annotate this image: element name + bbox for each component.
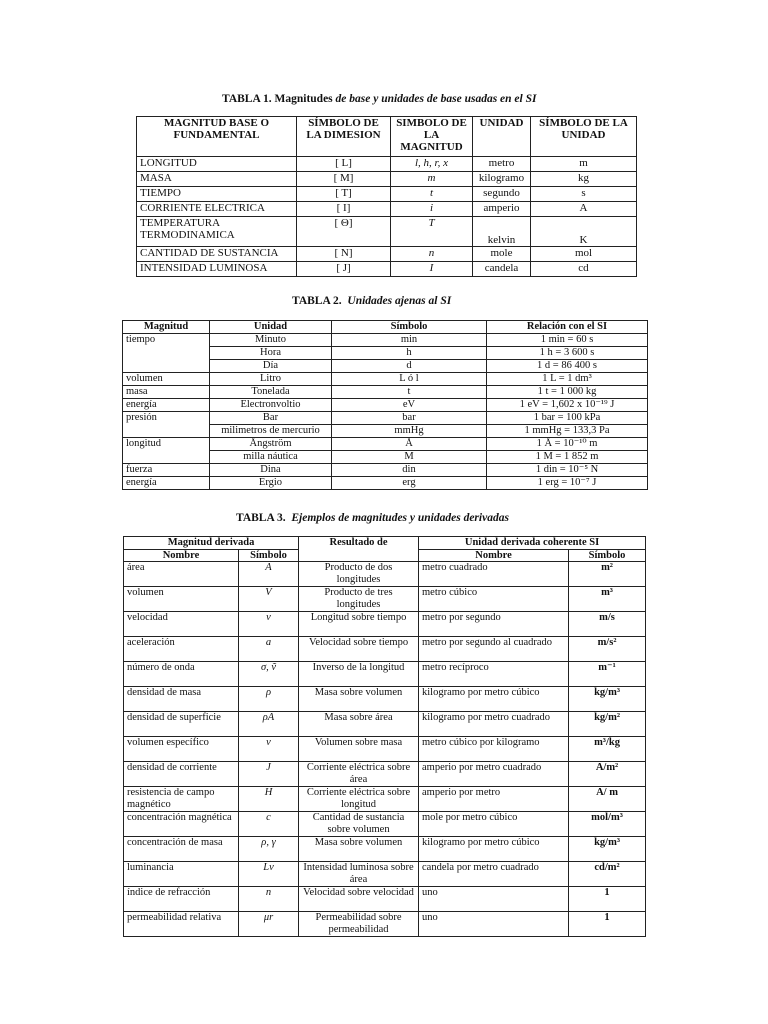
table3-row [124,762,646,787]
unit-cell: candela [473,262,531,277]
magnitude-cell: longitud [123,438,210,451]
unit-symbol-cell: A/m² [569,762,646,787]
table1 [136,116,637,277]
unit-name-cell: metro cúbico [419,587,569,612]
unit-symbol-cell: s [531,187,637,202]
table1-header: MAGNITUD BASE O FUNDAMENTAL [137,117,297,157]
dimension-symbol-cell: [ N] [297,247,391,262]
name-cell: densidad de superficie [124,712,239,737]
magnitude-cell: masa [123,386,210,399]
symbol-cell: H [239,787,299,812]
symbol-cell: min [332,334,487,347]
unit-symbol-cell: kg/m³ [569,837,646,862]
unit-cell: Tonelada [210,386,332,399]
table2-row [123,464,648,477]
table3-row [124,912,646,937]
unit-name-cell: candela por metro cuadrado [419,862,569,887]
relation-cell: 1 d = 86 400 s [487,360,648,373]
symbol-cell: t [332,386,487,399]
magnitude-cell: energía [123,477,210,490]
magnitude-cell: presión [123,412,210,425]
symbol-cell: ρ [239,687,299,712]
table3-group-header-row [124,537,646,550]
symbol-cell: a [239,637,299,662]
unit-cell: kilogramo [473,172,531,187]
unit-symbol-cell: kg/m² [569,712,646,737]
table2-header: Magnitud [123,321,210,334]
symbol-cell: ρ, γ [239,837,299,862]
relation-cell: 1 eV = 1,602 x 10⁻¹⁹ J [487,399,648,412]
unit-symbol-cell: kg [531,172,637,187]
result-cell: Permeabilidad sobre permeabilidad [299,912,419,937]
name-cell: volumen [124,587,239,612]
unit-cell: mole [473,247,531,262]
unit-name-cell: metro por segundo al cuadrado [419,637,569,662]
table3-caption-bold: TABLA 3. [236,512,286,524]
table3-sub-header: Nombre [419,549,569,562]
magnitude-cell: CORRIENTE ELECTRICA [137,202,297,217]
unit-symbol-cell: A/ m [569,787,646,812]
unit-cell: amperio [473,202,531,217]
dimension-symbol-cell: [ L] [297,157,391,172]
table3-row [124,687,646,712]
relation-cell: 1 erg = 10⁻⁷ J [487,477,648,490]
name-cell: concentración de masa [124,837,239,862]
table1-row [137,172,637,187]
magnitude-cell: volumen [123,373,210,386]
symbol-cell: V [239,587,299,612]
unit-name-cell: kilogramo por metro cúbico [419,837,569,862]
unit-cell: Dina [210,464,332,477]
unit-cell: Minuto [210,334,332,347]
unit-symbol-cell: m² [569,562,646,587]
relation-cell: 1 L = 1 dm³ [487,373,648,386]
magnitude-symbol-cell: i [391,202,473,217]
table1-row [137,217,637,247]
unit-cell: milimetros de mercurio [210,425,332,438]
result-cell: Intensidad luminosa sobre área [299,862,419,887]
unit-symbol-cell: K [531,217,637,247]
table1-header: SÍMBOLO DE LA DIMESION [297,117,391,157]
name-cell: volumen específico [124,737,239,762]
symbol-cell: d [332,360,487,373]
table3-row [124,612,646,637]
relation-cell: 1 t = 1 000 kg [487,386,648,399]
symbol-cell: M [332,451,487,464]
table3-group-header: Resultado de [299,537,419,562]
table3-sub-header: Símbolo [239,549,299,562]
symbol-cell: A [239,562,299,587]
dimension-symbol-cell: [ Θ] [297,217,391,247]
table1-row [137,262,637,277]
result-cell: Velocidad sobre velocidad [299,887,419,912]
table1-row [137,157,637,172]
unit-name-cell: metro cuadrado [419,562,569,587]
name-cell: concentración magnética [124,812,239,837]
unit-symbol-cell: A [531,202,637,217]
table1-header: SÍMBOLO DE LA UNIDAD [531,117,637,157]
unit-symbol-cell: m³/kg [569,737,646,762]
unit-symbol-cell: m³ [569,587,646,612]
unit-name-cell: metro recíproco [419,662,569,687]
magnitude-cell [123,347,210,360]
unit-cell: segundo [473,187,531,202]
table1-row [137,202,637,217]
table3-row [124,862,646,887]
table1-row [137,247,637,262]
symbol-cell: σ, ṽ [239,662,299,687]
result-cell: Corriente eléctrica sobre área [299,762,419,787]
symbol-cell: bar [332,412,487,425]
unit-name-cell: kilogramo por metro cuadrado [419,712,569,737]
table3-row [124,712,646,737]
unit-symbol-cell: cd/m² [569,862,646,887]
table1-header: UNIDAD [473,117,531,157]
name-cell: número de onda [124,662,239,687]
name-cell: índice de refracción [124,887,239,912]
table2-row [123,334,648,347]
relation-cell: 1 mmHg = 133,3 Pa [487,425,648,438]
unit-name-cell: amperio por metro cuadrado [419,762,569,787]
symbol-cell: μr [239,912,299,937]
table2-row [123,438,648,451]
result-cell: Producto de tres longitudes [299,587,419,612]
unit-name-cell: amperio por metro [419,787,569,812]
unit-symbol-cell: 1 [569,912,646,937]
name-cell: aceleración [124,637,239,662]
table1-header: SIMBOLO DE LA MAGNITUD [391,117,473,157]
name-cell: permeabilidad relativa [124,912,239,937]
relation-cell: 1 Å = 10⁻¹⁰ m [487,438,648,451]
result-cell: Longitud sobre tiempo [299,612,419,637]
magnitude-symbol-cell: l, h, r, x [391,157,473,172]
unit-cell: Bar [210,412,332,425]
table3-row [124,562,646,587]
table1-header-row [137,117,637,157]
symbol-cell: erg [332,477,487,490]
result-cell: Masa sobre volumen [299,837,419,862]
table2-row [123,373,648,386]
unit-cell: Ångström [210,438,332,451]
result-cell: Producto de dos longitudes [299,562,419,587]
unit-symbol-cell: m [531,157,637,172]
result-cell: Inverso de la longitud [299,662,419,687]
table3-row [124,887,646,912]
table2-caption-bold: TABLA 2. [292,295,342,307]
unit-name-cell: uno [419,887,569,912]
symbol-cell: v [239,612,299,637]
symbol-cell: eV [332,399,487,412]
unit-symbol-cell: mol [531,247,637,262]
magnitude-cell [123,360,210,373]
table2-caption [292,295,451,307]
unit-symbol-cell: cd [531,262,637,277]
relation-cell: 1 bar = 100 kPa [487,412,648,425]
table2-row [123,399,648,412]
magnitude-cell: tiempo [123,334,210,347]
table2-row [123,451,648,464]
unit-name-cell: kilogramo por metro cúbico [419,687,569,712]
result-cell: Velocidad sobre tiempo [299,637,419,662]
table2-caption-italic: Unidades ajenas al SI [347,295,452,307]
magnitude-symbol-cell: m [391,172,473,187]
symbol-cell: Lv [239,862,299,887]
magnitude-symbol-cell: t [391,187,473,202]
symbol-cell: Å [332,438,487,451]
symbol-cell: din [332,464,487,477]
unit-symbol-cell: mol/m³ [569,812,646,837]
symbol-cell: ρA [239,712,299,737]
name-cell: luminancia [124,862,239,887]
table2-row [123,360,648,373]
unit-symbol-cell: 1 [569,887,646,912]
table3-caption-italic: Ejemplos de magnitudes y unidades derivadas [291,512,509,524]
magnitude-cell: TEMPERATURA TERMODINAMICA [137,217,297,247]
table2-row [123,425,648,438]
unit-name-cell: uno [419,912,569,937]
table3-row [124,812,646,837]
unit-cell: Litro [210,373,332,386]
magnitude-cell: fuerza [123,464,210,477]
table1-caption-bold: TABLA 1. Magnitudes [222,93,333,105]
table2-row [123,477,648,490]
unit-name-cell: mole por metro cúbico [419,812,569,837]
table3-row [124,662,646,687]
unit-cell: kelvin [473,217,531,247]
table2-row [123,347,648,360]
dimension-symbol-cell: [ I] [297,202,391,217]
name-cell: resistencia de campo magnético [124,787,239,812]
unit-name-cell: metro por segundo [419,612,569,637]
unit-cell: Ergio [210,477,332,490]
dimension-symbol-cell: [ M] [297,172,391,187]
unit-symbol-cell: m/s [569,612,646,637]
table2-row [123,412,648,425]
table3-row [124,587,646,612]
table1-caption-italic: de base y unidades de base usadas en el SI [335,93,537,105]
result-cell: Corriente eléctrica sobre longitud [299,787,419,812]
dimension-symbol-cell: [ J] [297,262,391,277]
table3-group-header: Unidad derivada coherente SI [419,537,646,550]
relation-cell: 1 h = 3 600 s [487,347,648,360]
magnitude-cell: CANTIDAD DE SUSTANCIA [137,247,297,262]
magnitude-cell: energía [123,399,210,412]
magnitude-cell [123,451,210,464]
name-cell: densidad de corriente [124,762,239,787]
unit-symbol-cell: kg/m³ [569,687,646,712]
unit-cell: Electronvoltio [210,399,332,412]
relation-cell: 1 din = 10⁻⁵ N [487,464,648,477]
table1-caption [222,93,536,105]
table3-caption [236,512,509,524]
name-cell: densidad de masa [124,687,239,712]
result-cell: Masa sobre área [299,712,419,737]
magnitude-cell: MASA [137,172,297,187]
relation-cell: 1 min = 60 s [487,334,648,347]
unit-symbol-cell: m⁻¹ [569,662,646,687]
table3-row [124,787,646,812]
table2-header: Símbolo [332,321,487,334]
symbol-cell: v [239,737,299,762]
table3-row [124,837,646,862]
table3-row [124,737,646,762]
magnitude-symbol-cell: n [391,247,473,262]
dimension-symbol-cell: [ T] [297,187,391,202]
unit-cell: Hora [210,347,332,360]
unit-cell: milla náutica [210,451,332,464]
table3-sub-header: Nombre [124,549,239,562]
table3-row [124,637,646,662]
symbol-cell: h [332,347,487,360]
table3-group-header: Magnitud derivada [124,537,299,550]
result-cell: Volumen sobre masa [299,737,419,762]
symbol-cell: c [239,812,299,837]
unit-symbol-cell: m/s² [569,637,646,662]
symbol-cell: mmHg [332,425,487,438]
table2-header-row [123,321,648,334]
name-cell: área [124,562,239,587]
result-cell: Cantidad de sustancia sobre volumen [299,812,419,837]
table2-header: Relación con el SI [487,321,648,334]
symbol-cell: n [239,887,299,912]
magnitude-symbol-cell: I [391,262,473,277]
relation-cell: 1 M = 1 852 m [487,451,648,464]
unit-name-cell: metro cúbico por kilogramo [419,737,569,762]
magnitude-cell [123,425,210,438]
table3-sub-header: Símbolo [569,549,646,562]
table3 [123,536,646,937]
table2-header: Unidad [210,321,332,334]
unit-cell: Día [210,360,332,373]
magnitude-cell: INTENSIDAD LUMINOSA [137,262,297,277]
magnitude-symbol-cell: T [391,217,473,247]
magnitude-cell: LONGITUD [137,157,297,172]
symbol-cell: J [239,762,299,787]
magnitude-cell: TIEMPO [137,187,297,202]
table1-row [137,187,637,202]
result-cell: Masa sobre volumen [299,687,419,712]
unit-cell: metro [473,157,531,172]
table2-row [123,386,648,399]
table2 [122,320,648,490]
name-cell: velocidad [124,612,239,637]
symbol-cell: L ó l [332,373,487,386]
